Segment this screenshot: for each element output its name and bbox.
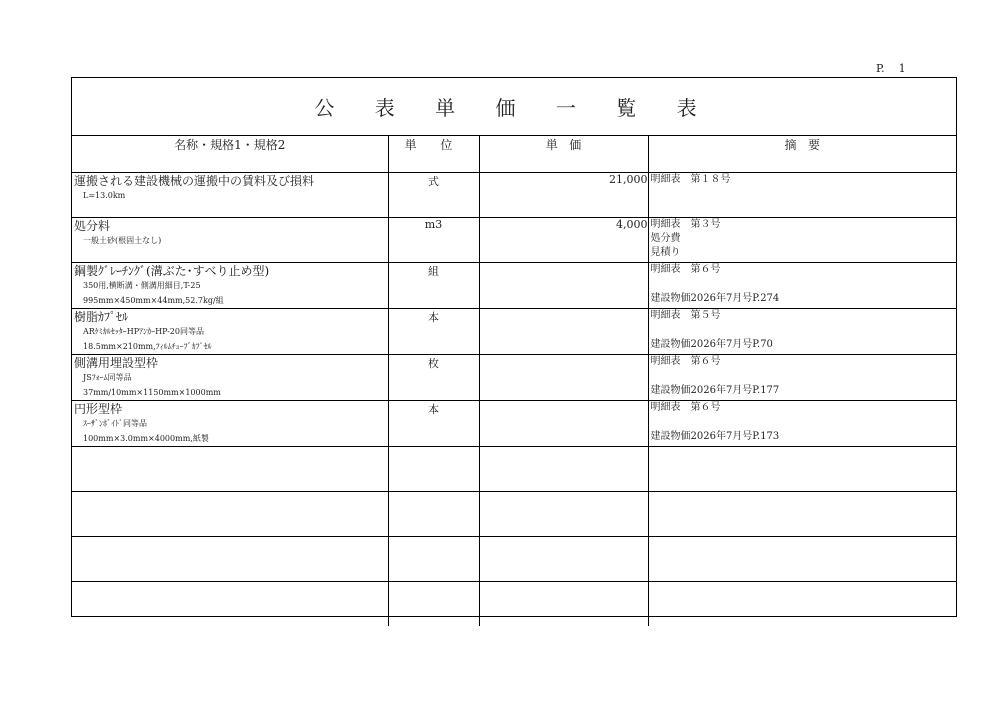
column-header-price: 単 価 (479, 136, 648, 173)
item-note3: 建設物価2026年7月号P.70 (650, 339, 773, 350)
item-price (479, 401, 648, 447)
item-price (479, 492, 648, 537)
item-note-cell (648, 173, 956, 218)
item-unit: 組 (388, 263, 479, 309)
item-note3: 建設物価2026年7月号P.177 (650, 385, 780, 396)
item-note-cell (648, 309, 956, 355)
item-price: 21,000 (479, 173, 648, 218)
item-spec1: 一般土砂(根固土なし) (83, 236, 162, 245)
item-unit (388, 582, 479, 627)
item-price (479, 309, 648, 355)
item-unit (388, 537, 479, 582)
item-note-cell (648, 263, 956, 309)
item-note-cell (648, 401, 956, 447)
item-note1: 明細表 第１８号 (650, 174, 731, 185)
item-name-cell (72, 173, 388, 218)
table-row (72, 173, 956, 218)
item-unit (388, 447, 479, 492)
item-note-cell (648, 218, 956, 263)
item-name-cell (72, 401, 388, 447)
item-note-cell (648, 447, 956, 492)
price-list-sheet (71, 77, 957, 617)
table-row-empty (72, 537, 956, 582)
item-name-cell (72, 218, 388, 263)
table-row (72, 309, 956, 355)
item-note3: 建設物価2026年7月号P.173 (650, 431, 780, 442)
item-name: 処分料 (74, 219, 111, 233)
item-name-cell (72, 537, 388, 582)
item-name-cell (72, 447, 388, 492)
table-header-row (72, 136, 956, 173)
item-unit (388, 492, 479, 537)
item-note1: 明細表 第６号 (650, 402, 721, 413)
table-row (72, 355, 956, 401)
item-name: 運搬される建設機械の運搬中の賃料及び損料 (74, 174, 315, 188)
item-spec2: 18.5mm×210mm,ﾌｨﾙﾑﾁｭｰﾌﾞｶﾌﾟｾﾙ (83, 342, 212, 351)
item-name: 側溝用埋設型枠 (74, 356, 159, 370)
item-spec2: 995mm×450mm×44mm,52.7kg/組 (83, 296, 224, 305)
column-header-name: 名称・規格1・規格2 (72, 136, 388, 173)
item-note-cell (648, 355, 956, 401)
item-name: 鋼製ｸﾞﾚｰﾁﾝｸﾞ(溝ぶた･すべり止め型) (74, 264, 270, 278)
page-number: P. 1 (876, 62, 906, 75)
item-spec1: JSﾌｫｰﾑ同等品 (83, 373, 132, 382)
item-note2: 処分費 (650, 233, 681, 244)
item-unit: 本 (388, 401, 479, 447)
item-note3: 建設物価2026年7月号P.274 (650, 293, 780, 304)
item-name-cell (72, 582, 388, 627)
item-note1: 明細表 第５号 (650, 310, 721, 321)
item-note2 (649, 415, 957, 430)
item-name-cell (72, 309, 388, 355)
item-note1: 明細表 第３号 (650, 219, 721, 230)
price-table (72, 136, 956, 626)
column-header-note: 摘 要 (648, 136, 956, 173)
table-row (72, 263, 956, 309)
item-spec1: ARｹﾐｶﾙｾｯﾀｰHPｱﾝｶｰHP-20同等品 (83, 327, 204, 336)
table-row-empty (72, 582, 956, 627)
table-row-empty (72, 447, 956, 492)
item-unit: 本 (388, 309, 479, 355)
item-note-cell (648, 537, 956, 582)
column-header-unit: 単 位 (388, 136, 479, 173)
item-note2 (649, 277, 957, 292)
item-name: 樹脂ｶﾌﾟｾﾙ (74, 310, 129, 324)
item-spec1: L=13.0km (83, 191, 126, 200)
item-price: 4,000 (479, 218, 648, 263)
table-row-empty (72, 492, 956, 537)
item-spec1: 350用,横断溝・側溝用細目,T-25 (83, 281, 201, 290)
item-unit: 枚 (388, 355, 479, 401)
item-note1: 明細表 第６号 (650, 264, 721, 275)
item-price (479, 263, 648, 309)
item-price (479, 537, 648, 582)
item-name-cell (72, 355, 388, 401)
item-price (479, 355, 648, 401)
table-row (72, 401, 956, 447)
item-note1: 明細表 第６号 (650, 356, 721, 367)
item-note2 (649, 369, 957, 384)
document-title: 公 表 単 価 一 覧 表 (72, 78, 956, 136)
item-name-cell (72, 492, 388, 537)
item-unit: 式 (388, 173, 479, 218)
item-spec2: 100mm×3.0mm×4000mm,紙製 (83, 434, 209, 443)
item-spec1: ｽｰｻﾞﾝﾎﾞｲﾄﾞ同等品 (83, 419, 147, 428)
item-note-cell (648, 582, 956, 627)
item-note3: 見積り (650, 247, 681, 258)
table-row (72, 218, 956, 263)
item-spec2: 37mm/10mm×1150mm×1000mm (83, 388, 221, 397)
item-note-cell (648, 492, 956, 537)
item-price (479, 447, 648, 492)
item-name: 円形型枠 (74, 402, 123, 416)
item-name-cell (72, 263, 388, 309)
item-price (479, 582, 648, 627)
item-note2 (649, 323, 957, 338)
item-unit: m3 (388, 218, 479, 263)
